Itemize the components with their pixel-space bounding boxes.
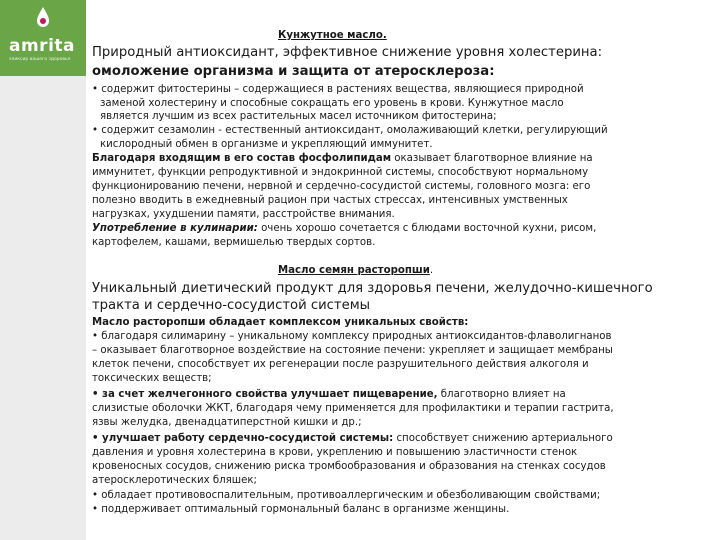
- thistle-bullet-3-line-1-rest: способствует снижению артериального: [393, 433, 613, 444]
- thistle-bullet-2-line-1: [92, 389, 566, 400]
- sesame-bullet-2-line-2: кислородный обмен в организме и укрепляющий иммунитет.: [100, 139, 433, 150]
- thistle-lead: Масло расторопши обладает комплексом уникальных свойств:: [92, 317, 469, 328]
- thistle-bullet-1-line-4: токсических веществ;: [92, 373, 212, 384]
- thistle-title-text: Масло семян расторопши: [278, 265, 430, 276]
- thistle-bullet-3-bold: • улучшает работу сердечно-сосудистой системы:: [92, 433, 394, 444]
- thistle-title: [278, 265, 433, 276]
- left-sidebar: [0, 0, 86, 540]
- thistle-bullet-2-bold: • за счет желчегонного свойства улучшает пищеварение,: [92, 389, 438, 400]
- sesame-para-line-1: [92, 153, 593, 164]
- thistle-intro-2: тракта и сердечно-сосудистой системы: [92, 298, 371, 313]
- brand-logo: [0, 0, 86, 76]
- sesame-use-line-2: картофелем, кашами, вермишелью твердых сортов.: [92, 237, 376, 248]
- thistle-intro-1: Уникальный диетический продукт для здоровья печени, желудочно-кишечного: [92, 281, 653, 296]
- thistle-bullet-3-line-4: атеросклеротических бляшек;: [92, 475, 257, 486]
- logo-tagline: эликсир вашего здоровья: [9, 57, 71, 62]
- sesame-bullet-2-line-1: • содержит сезамолин - естественный антиоксидант, омолаживающий клетки, регулирующий: [92, 125, 608, 136]
- sesame-para-line-5: нагрузках, ухудшении памяти, расстройстве внимания.: [92, 209, 395, 220]
- sesame-para-line-1-rest: оказывает благотворное влияние на: [391, 153, 593, 164]
- thistle-bullet-1-line-3: клеток печени, способствует их регенерации после разрушительного действия алкоголя и: [92, 359, 589, 370]
- document-body: [86, 0, 720, 540]
- thistle-bullet-3-line-2: давления и уровня холестерина в крови, укреплению и повышению эластичности стенок: [92, 447, 578, 458]
- thistle-bullet-2-line-2: слизистые оболочки ЖКТ, благодаря чему применяется для профилактики и терапии гастрита,: [92, 403, 614, 414]
- sesame-use-label: Употребление в кулинарии:: [92, 223, 258, 234]
- logo-wordmark: amrita: [9, 36, 75, 56]
- sesame-bullet-1-line-3: является лучшим из всех растительных масел источником фитостерина;: [100, 111, 497, 122]
- sesame-use-line-1: [92, 223, 596, 234]
- sesame-use-line-1-rest: очень хорошо сочетается с блюдами восточной кухни, рисом,: [257, 223, 597, 234]
- thistle-bullet-5: • поддерживает оптимальный гормональный баланс в организме женщины.: [92, 504, 510, 515]
- thistle-bullet-1-line-1: • благодаря силимарину – уникальному комплексу природных антиоксидантов-флаволигнанов: [92, 331, 612, 342]
- thistle-title-dot: .: [429, 265, 434, 276]
- sesame-para-bold: Благодаря входящим в его состав фосфолипидам: [92, 153, 392, 164]
- sesame-intro-1: Природный антиоксидант, эффективное снижение уровня холестерина:: [92, 45, 603, 60]
- sesame-bullet-1-line-1: • содержит фитостерины – содержащиеся в растениях вещества, являющиеся природной: [92, 84, 584, 95]
- thistle-bullet-3-line-1: [92, 433, 613, 444]
- drop-icon: [36, 6, 50, 28]
- sesame-intro-2: омоложение организма и защита от атеросклероза:: [92, 64, 495, 79]
- thistle-bullet-1-line-2: – оказывает благотворное воздействие на состояние печени: укрепляет и защищает мембраны: [92, 345, 613, 356]
- thistle-bullet-4: • обладает противовоспалительным, противоаллергическим и обезболивающим свойствами;: [92, 490, 601, 501]
- thistle-bullet-2-line-3: язвы желудка, двенадцатиперстной кишки и др.;: [92, 417, 362, 428]
- sesame-title: Кунжутное масло.: [278, 30, 387, 41]
- thistle-bullet-3-line-3: кровеносных сосудов, снижению риска тромбообразования и образования на стенках сосудов: [92, 461, 606, 472]
- thistle-bullet-2-line-1-rest: благотворно влияет на: [437, 389, 566, 400]
- sesame-para-line-3: функционированию печени, нервной и сердечно-сосудистой системы, головного мозга: его: [92, 181, 591, 192]
- sesame-para-line-2: иммунитет, функции репродуктивной и эндокринной системы, способствуют нормальному: [92, 167, 589, 178]
- sesame-bullet-1-line-2: заменой холестерину и способные сокращать его уровень в крови. Кунжутное масло: [100, 98, 564, 109]
- sesame-para-line-4: полезно вводить в ежедневный рацион при частых стрессах, интенсивных умственных: [92, 195, 568, 206]
